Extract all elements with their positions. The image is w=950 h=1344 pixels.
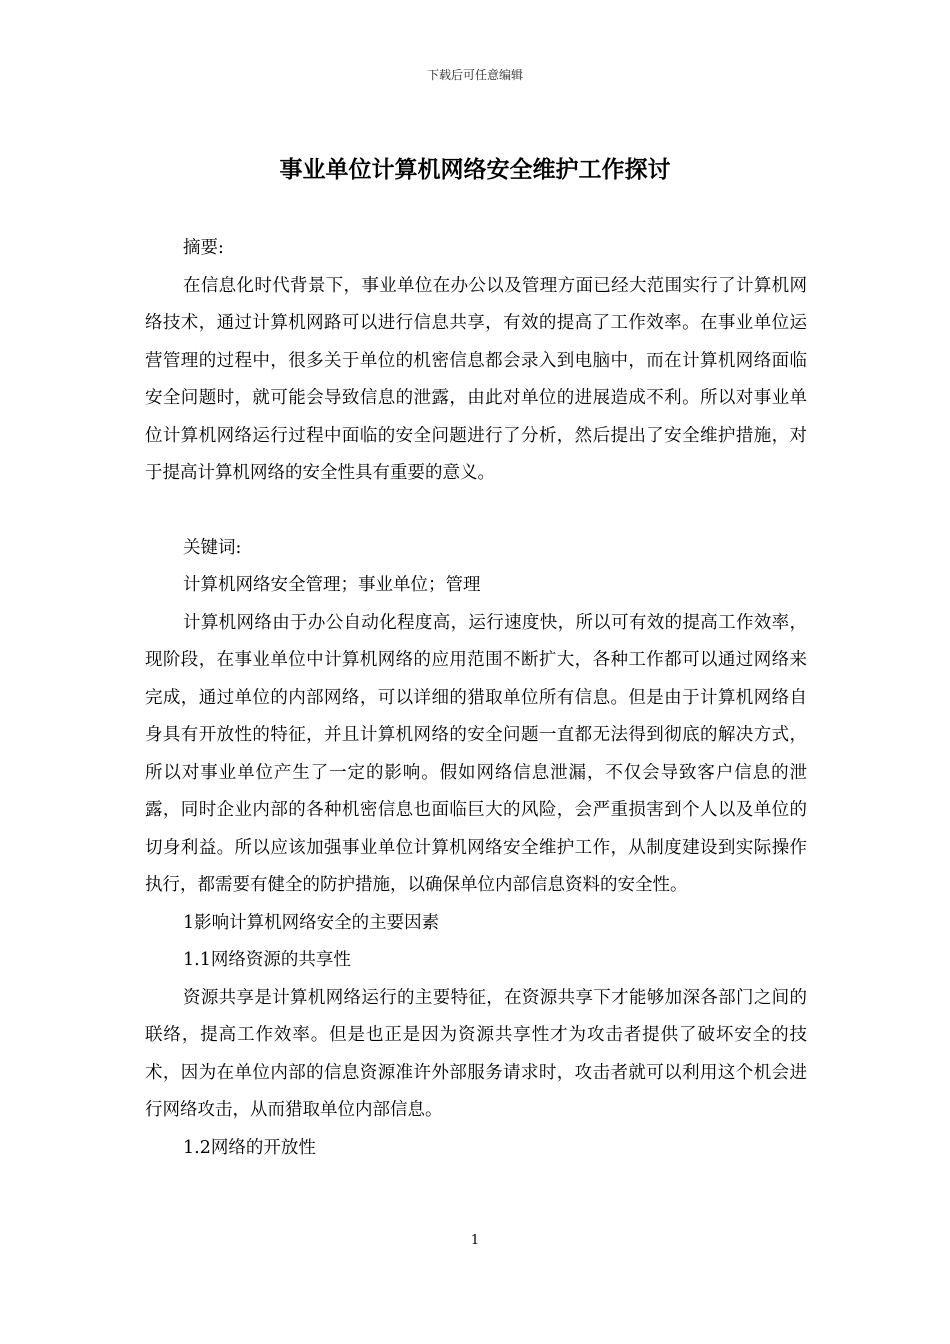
- section-1-1-heading: 1.1网络资源的共享性: [183, 950, 351, 970]
- document-title: 事业单位计算机网络安全维护工作探讨: [279, 157, 671, 183]
- page-header-note: 下载后可任意编辑: [426, 68, 523, 82]
- document-body: [145, 230, 807, 1167]
- page-number: 1: [470, 1233, 480, 1248]
- abstract-label: 摘要:: [183, 238, 224, 258]
- section-1-2-heading: 1.2网络的开放性: [183, 1137, 316, 1158]
- paragraph-gap: [145, 493, 807, 530]
- keywords-text: 计算机网络安全管理；事业单位；管理: [183, 575, 481, 595]
- abstract-text: 在信息化时代背景下，事业单位在办公以及管理方面已经大范围实行了计算机网络技术，通过计算机网路可以进行信息共享，有效的提高了工作效率。在事业单位运营管理的过程中，很多关于单位的机密信息都会录入到电脑中，而在计算机网络面临安全问题时，就可能会导致信息的泄露，由此对单位的进展造成不利。所以对事业单位计算机网络运行过程中面临的安全问题进行了分析，然后提出了安全维护措施，对于提高计算机网络的安全性具有重要的意义。: [145, 275, 807, 483]
- intro-paragraph: 计算机网络由于办公自动化程度高，运行速度快，所以可有效的提高工作效率，现阶段，在事业单位中计算机网络的应用范围不断扩大，各种工作都可以通过网络来完成，通过单位的内部网络，可以详细的猎取单位所有信息。但是由于计算机网络自身具有开放性的特征，并且计算机网络的安全问题一直都无法得到彻底的解决方式，所以对事业单位产生了一定的影响。假如网络信息泄漏，不仅会导致客户信息的泄露，同时企业内部的各种机密信息也面临巨大的风险，会严重损害到个人以及单位的切身利益。所以应该加强事业单位计算机网络安全维护工作，从制度建设到实际操作执行，都需要有健全的防护措施，以确保单位内部信息资料的安全性。: [145, 612, 807, 895]
- section-1-heading: 1影响计算机网络安全的主要因素: [183, 912, 440, 933]
- section-1-1-paragraph: 资源共享是计算机网络运行的主要特征，在资源共享下才能够加深各部门之间的联络，提高工作效率。但是也正是因为资源共享性才为攻击者提供了破坏安全的技术，因为在单位内部的信息资源准许外部服务请求时，攻击者就可以利用这个机会进行网络攻击，从而猎取单位内部信息。: [145, 987, 807, 1120]
- keywords-label: 关键词:: [183, 537, 242, 558]
